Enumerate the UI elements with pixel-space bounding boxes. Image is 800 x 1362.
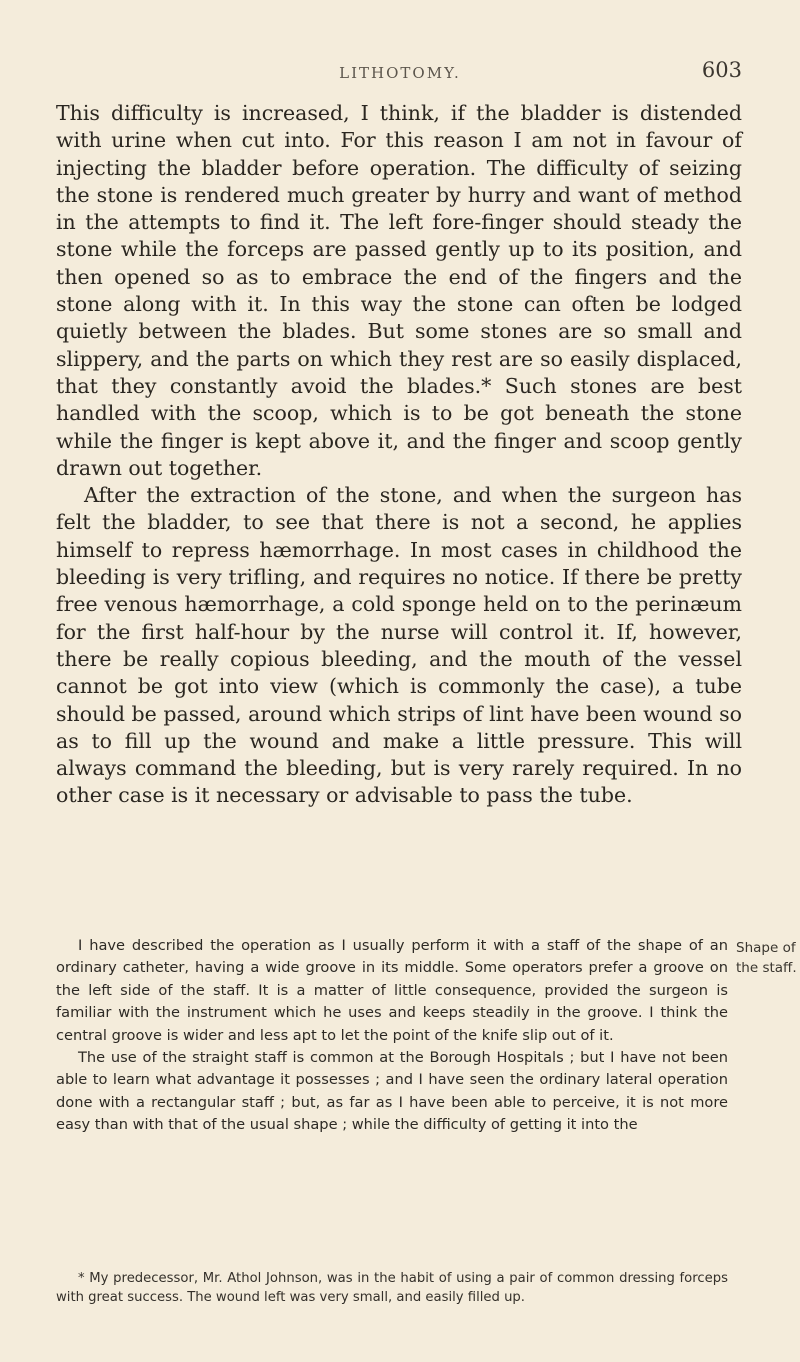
footnote: * My predecessor, Mr. Athol Johnson, was in the habit of using a pair of common dressing forceps with great success. The wound left was very small, and easily filled up. bbox=[56, 1271, 728, 1305]
running-title: LITHOTOMY. bbox=[339, 64, 461, 82]
small-print-paragraph: The use of the straight staff is common at the Borough Hospitals ; but I have not been able to learn what advantage it possesses ; and I have seen the ordinary lateral operation done with a rectangular staff ; but, as far as I have been able to perceive, it is not more easy than with that of the usual shape ; while the difficulty of getting it into the bbox=[56, 1049, 728, 1134]
main-paragraph: This difficulty is increased, I think, if the bladder is distended with urine when cut into. For this reason I am not in favour of injecting the bladder before operation. The difficulty of seizing the stone is rendered much greater by hurry and want of method in the attempts to find it. The left fore-finger should steady the stone while the forceps are passed gently up to its position, and then opened so as to embrace the end of the fingers and the stone along with it. In this way the stone can often be lodged quietly between the blades. But some stones are so small and slippery, and the parts on which they rest are so easily displaced, that they constantly avoid the blades.* Such stones are best handled with the scoop, which is to be got beneath the stone while the finger is kept above it, and the finger and scoop gently drawn out together. bbox=[56, 101, 742, 480]
small-print-text bbox=[56, 935, 728, 1137]
main-paragraph: After the extraction of the stone, and when the surgeon has felt the bladder, to see that there is not a second, he applies himself to repress hæmorrhage. In most cases in childhood the bleeding is very trifling, and requires no notice. If there be pretty free venous hæmorrhage, a cold sponge held on to the perinæum for the first half-hour by the nurse will control it. If, however, there be really copious bleeding, and the mouth of the vessel cannot be got into view (which is commonly the case), a tube should be passed, around which strips of lint have been wound so as to fill up the wound and make a little pressure. This will always command the bleeding, but is very rarely required. In no other case is it necessary or advisable to pass the tube. bbox=[56, 483, 742, 808]
main-text bbox=[56, 100, 742, 810]
margin-note: Shape of the staff. bbox=[736, 940, 797, 976]
small-print-paragraph: I have described the operation as I usually perform it with a staff of the shape of an ordinary catheter, having a wide groove in its middle. Some operators prefer a groove on the left side of the staff. It is a matter of little consequence, provided the surgeon is familiar with the instrument which he uses and keeps steadily in the groove. I think the central groove is wider and less apt to let the point of the knife slip out of it. bbox=[56, 937, 728, 1044]
page-number: 603 bbox=[701, 58, 742, 82]
